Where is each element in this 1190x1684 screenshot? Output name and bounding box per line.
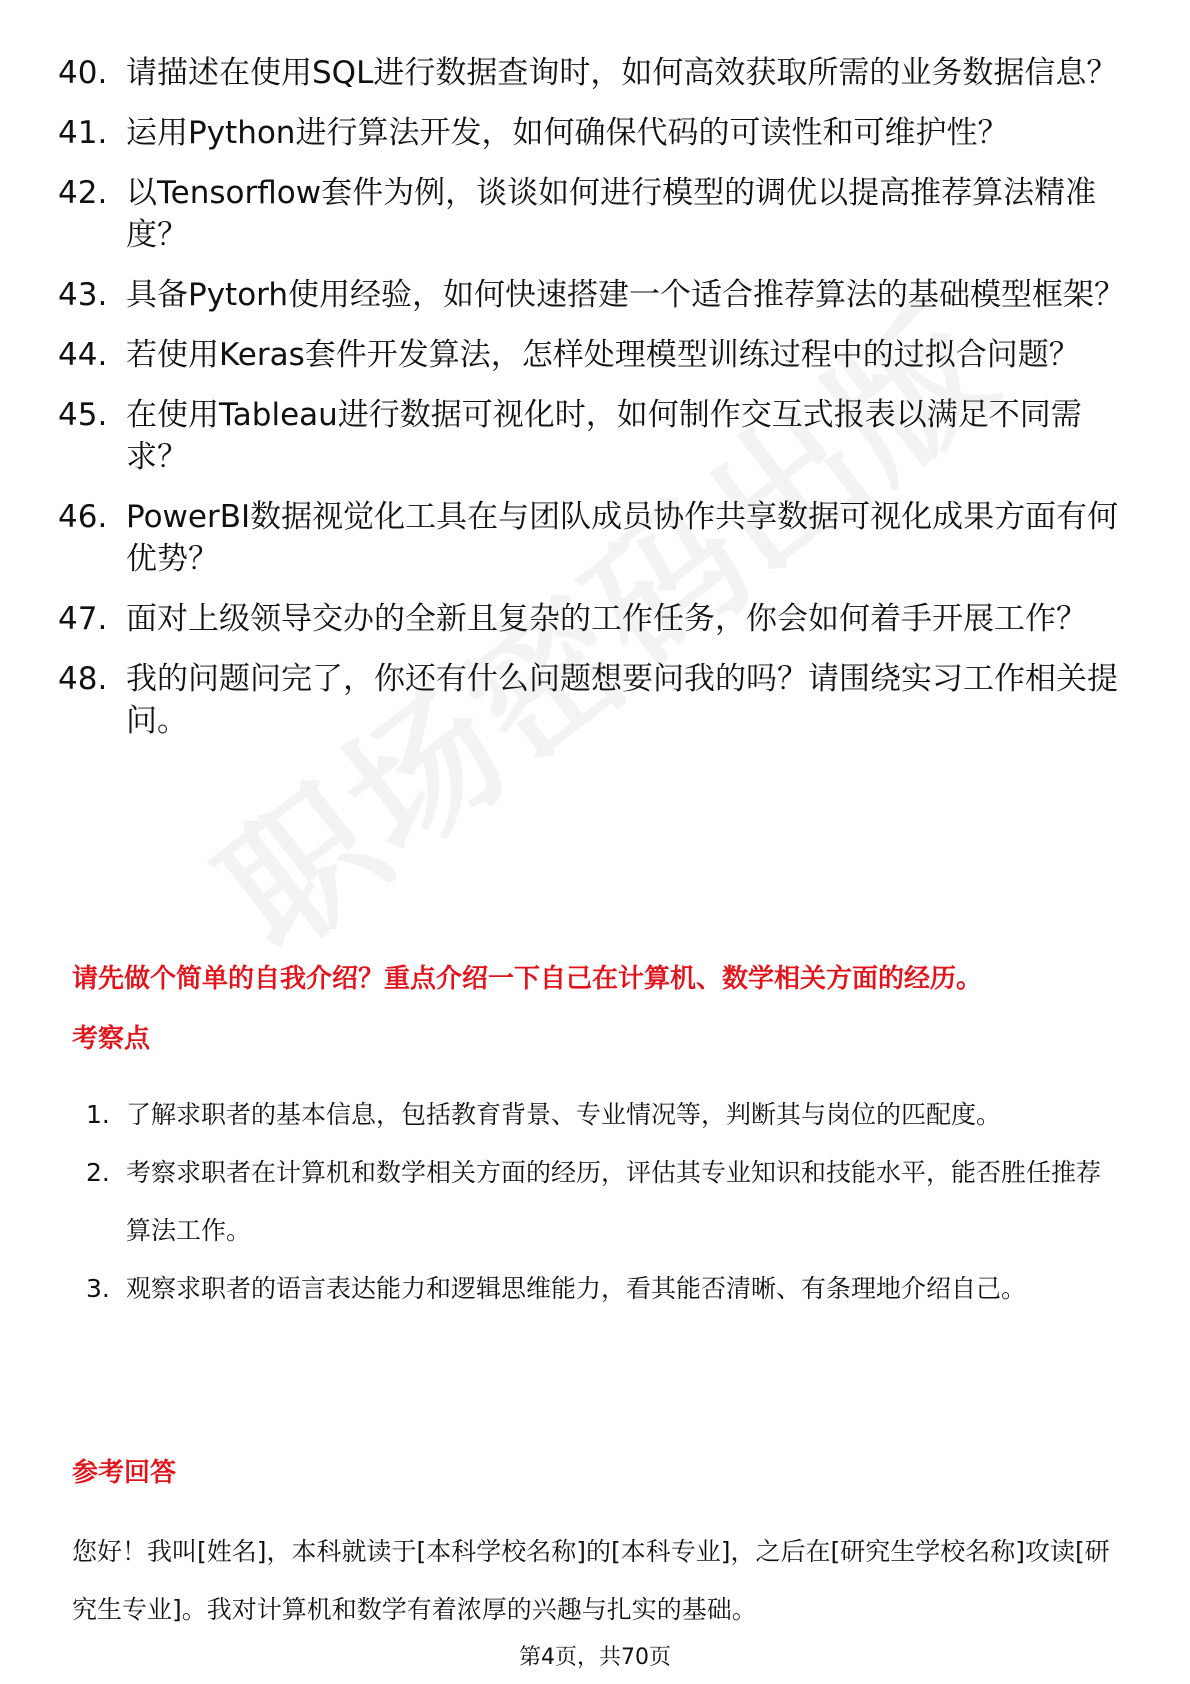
- inspection-point: [86, 1144, 1116, 1260]
- page-footer: 第4页，共70页: [519, 1645, 671, 1670]
- question-item: [58, 172, 1138, 256]
- question-number: 43.: [58, 277, 108, 313]
- question-item: [58, 496, 1138, 580]
- inspection-point: [86, 1086, 1116, 1144]
- point-text: 考察求职者在计算机和数学相关方面的经历，评估其专业知识和技能水平，能否胜任推荐算法工作。: [126, 1158, 1102, 1245]
- point-number: 2.: [86, 1158, 110, 1187]
- inspection-points: [86, 1086, 1116, 1318]
- question-item: [58, 598, 1138, 640]
- question-text: 运用Python进行算法开发，如何确保代码的可读性和可维护性？: [126, 115, 1009, 151]
- question-number: 48.: [58, 661, 108, 697]
- point-text: 观察求职者的语言表达能力和逻辑思维能力，看其能否清晰、有条理地介绍自己。: [126, 1274, 1027, 1303]
- question-text: 若使用Keras套件开发算法，怎样处理模型训练过程中的过拟合问题？: [126, 337, 1080, 373]
- question-text: 请描述在使用SQL进行数据查询时，如何高效获取所需的业务数据信息？: [126, 55, 1118, 91]
- reference-title: 参考回答: [72, 1458, 177, 1488]
- question-text: 具备Pytorh使用经验，如何快速搭建一个适合推荐算法的基础模型框架？: [126, 277, 1126, 313]
- question-number: 47.: [58, 601, 108, 637]
- question-number: 40.: [58, 55, 108, 91]
- question-number: 44.: [58, 337, 108, 373]
- question-item: [58, 334, 1138, 376]
- question-text: PowerBI数据视觉化工具在与团队成员协作共享数据可视化成果方面有何优势？: [126, 499, 1119, 577]
- main-question: 请先做个简单的自我介绍？重点介绍一下自己在计算机、数学相关方面的经历。: [72, 964, 983, 994]
- question-list: [58, 52, 1138, 760]
- question-number: 41.: [58, 115, 108, 151]
- question-number: 46.: [58, 499, 108, 535]
- question-number: 42.: [58, 175, 108, 211]
- question-item: [58, 274, 1138, 316]
- question-text: 我的问题问完了，你还有什么问题想要问我的吗？请围绕实习工作相关提问。: [126, 661, 1118, 739]
- question-item: [58, 52, 1138, 94]
- reference-answer: 您好！我叫[姓名]，本科就读于[本科学校名称]的[本科专业]，之后在[研究生学校名称]攻读[研究生专业]。我对计算机和数学有着浓厚的兴趣与扎实的基础。: [72, 1537, 1110, 1624]
- question-item: [58, 658, 1138, 742]
- question-item: [58, 112, 1138, 154]
- question-text: 以Tensorflow套件为例，谈谈如何进行模型的调优以提高推荐算法精准度？: [126, 175, 1097, 253]
- question-item: [58, 394, 1138, 478]
- point-number: 1.: [86, 1100, 110, 1129]
- inspection-point: [86, 1260, 1116, 1318]
- point-number: 3.: [86, 1274, 110, 1303]
- point-text: 了解求职者的基本信息，包括教育背景、专业情况等，判断其与岗位的匹配度。: [126, 1100, 1002, 1129]
- inspection-title: 考察点: [72, 1024, 151, 1054]
- question-text: 在使用Tableau进行数据可视化时，如何制作交互式报表以满足不同需求？: [126, 397, 1082, 475]
- question-number: 45.: [58, 397, 108, 433]
- question-text: 面对上级领导交办的全新且复杂的工作任务，你会如何着手开展工作？: [126, 601, 1087, 637]
